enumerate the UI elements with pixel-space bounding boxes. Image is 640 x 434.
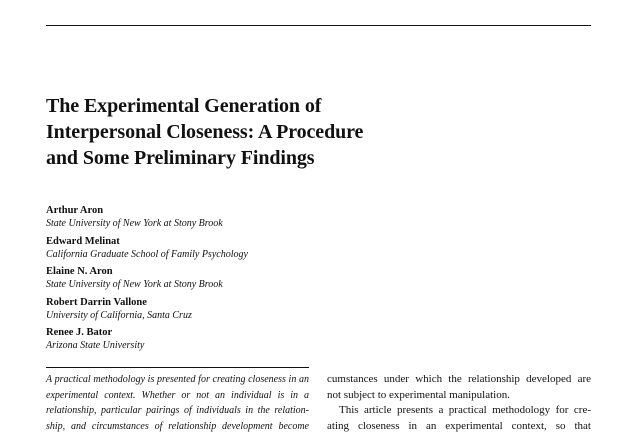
abstract-line: relationship, particular pairings of individuals in the relation- [46,403,309,419]
title-line: The Experimental Generation of [46,93,466,119]
top-rule [46,25,591,26]
author-entry [46,235,376,266]
author-list [46,204,376,357]
abstract-line: experimental context. Whether or not an individual is in a [46,388,309,404]
author-affiliation: University of California, Santa Cruz [46,309,376,322]
body-text-column [327,372,591,434]
abstract-line: A practical methodology is presented for creating closeness in an [46,372,309,388]
body-line: not subject to experimental manipulation. [327,388,591,404]
author-name: Elaine N. Aron [46,265,376,278]
abstract [46,372,309,434]
abstract-rule [46,367,309,368]
author-affiliation: California Graduate School of Family Psychology [46,248,376,261]
author-name: Edward Melinat [46,235,376,248]
author-name: Arthur Aron [46,204,376,217]
body-line: ating closeness in an experimental context, so that [327,419,591,434]
author-affiliation: Arizona State University [46,339,376,352]
article-title [46,93,466,171]
author-entry [46,296,376,327]
title-line: Interpersonal Closeness: A Procedure [46,119,466,145]
abstract-line: ship, and circumstances of relationship development become [46,419,309,434]
author-affiliation: State University of New York at Stony Brook [46,217,376,230]
author-affiliation: State University of New York at Stony Brook [46,278,376,291]
author-name: Robert Darrin Vallone [46,296,376,309]
author-entry [46,326,376,357]
body-line: cumstances under which the relationship developed are [327,372,591,388]
author-entry [46,204,376,235]
body-line: This article presents a practical methodology for cre- [327,403,591,419]
author-entry [46,265,376,296]
title-line: and Some Preliminary Findings [46,145,466,171]
author-name: Renee J. Bator [46,326,376,339]
